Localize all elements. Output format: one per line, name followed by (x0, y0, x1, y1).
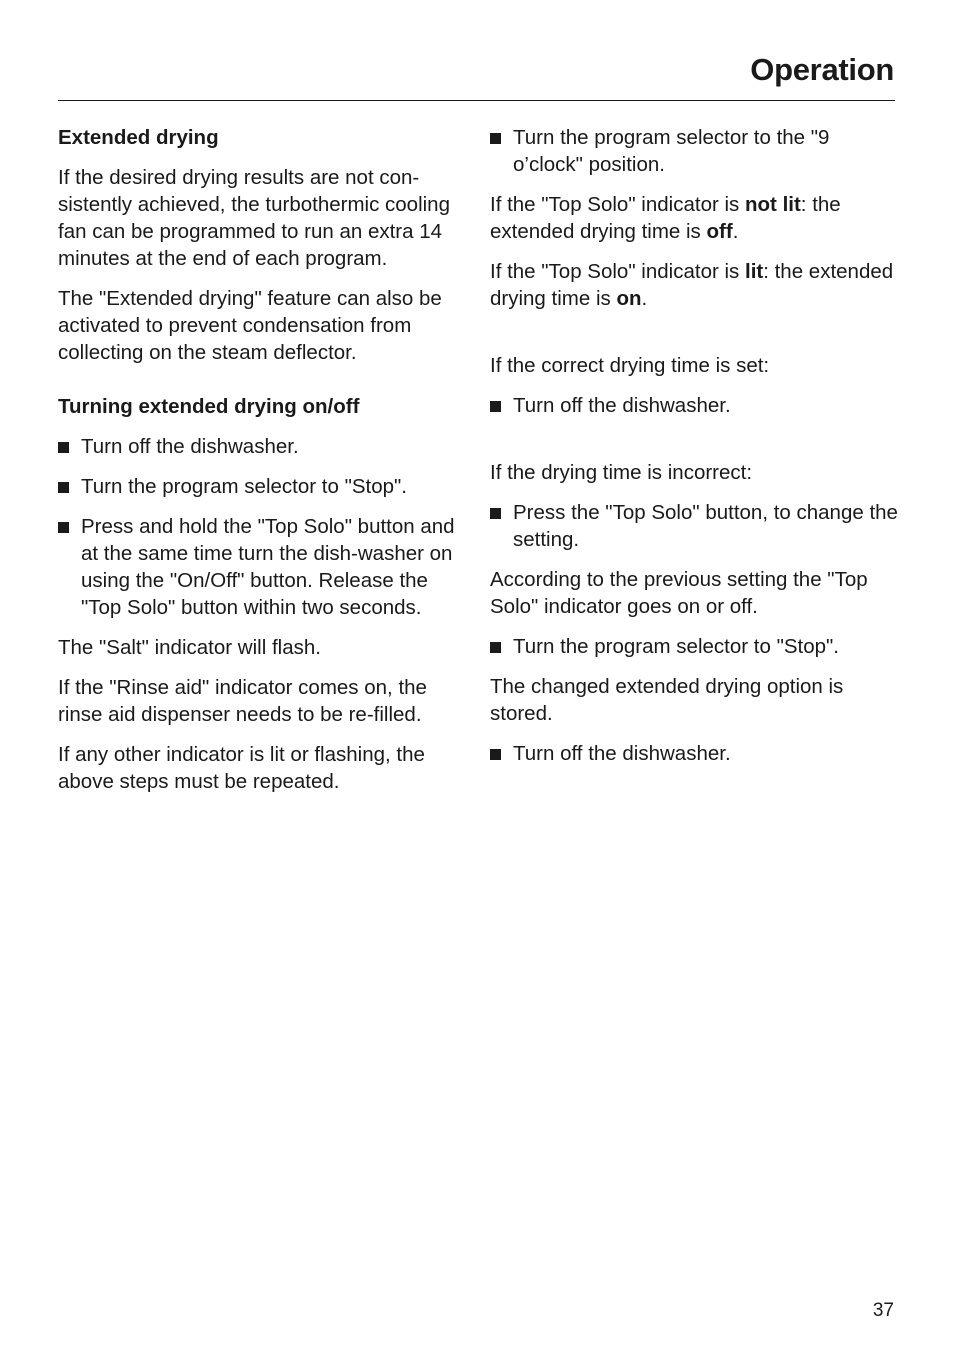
paragraph: If the "Rinse aid" indicator comes on, the rinse aid dispenser needs to be re-filled. (58, 676, 427, 726)
bullet-item (490, 124, 900, 178)
paragraph: If any other indicator is lit or flashing, the above steps must be repeated. (58, 743, 425, 793)
left-column (58, 124, 468, 808)
square-bullet-icon (58, 442, 69, 453)
bullet-text: Turn the program selector to "Stop". (81, 475, 407, 498)
bullet-text: Press the "Top Solo" button, to change the setting. (513, 501, 898, 551)
square-bullet-icon (490, 749, 501, 760)
bullet-text: Turn the program selector to "Stop". (513, 635, 839, 658)
page-number: 37 (872, 1300, 894, 1321)
paragraph: If the correct drying time is set: (490, 354, 770, 377)
paragraph: If the drying time is incorrect: (490, 461, 753, 484)
bullet-item (58, 473, 468, 500)
bullet-item (58, 433, 468, 460)
header-rule (58, 100, 895, 101)
paragraph: According to the previous setting the "Top Solo" indicator goes on or off. (490, 568, 868, 618)
bold-text: off (706, 220, 733, 243)
bold-text: lit (745, 260, 764, 283)
bullet-item (490, 499, 900, 553)
square-bullet-icon (490, 508, 501, 519)
paragraph: The changed extended drying option is stored. (490, 675, 844, 725)
bullet-text: Turn off the dishwasher. (513, 394, 731, 417)
bullet-item (490, 633, 900, 660)
bullet-item (58, 513, 468, 621)
bullet-item (490, 392, 900, 419)
text-run: . (641, 287, 648, 310)
bullet-text: Turn off the dishwasher. (81, 435, 299, 458)
spacer (490, 325, 900, 352)
bullet-text: Turn off the dishwasher. (513, 742, 731, 765)
page-title: Operation (750, 52, 894, 87)
bullet-item (490, 740, 900, 767)
indicator-not-lit-paragraph (490, 191, 900, 245)
square-bullet-icon (490, 401, 501, 412)
paragraph: The "Extended drying" feature can also be activated to prevent condensation from collecting on the steam deflector. (58, 287, 442, 364)
text-run: If the "Top Solo" indicator is (490, 193, 745, 216)
square-bullet-icon (490, 642, 501, 653)
text-run: If the "Top Solo" indicator is (490, 260, 745, 283)
bullet-text: Turn the program selector to the "9 o’clock" position. (513, 126, 830, 176)
section-heading-turning-on-off: Turning extended drying on/off (58, 395, 360, 418)
right-column (490, 124, 900, 780)
text-run: : the extended drying time is (490, 260, 894, 310)
bold-text: not lit (745, 193, 801, 216)
text-run: : the extended drying time is (490, 193, 841, 243)
indicator-lit-paragraph (490, 258, 900, 312)
square-bullet-icon (58, 482, 69, 493)
spacer (490, 432, 900, 459)
text-run: . (732, 220, 739, 243)
paragraph: The "Salt" indicator will flash. (58, 636, 321, 659)
bullet-text: Press and hold the "Top Solo" button and at the same time turn the dish-washer on using the "On/Off" button. Release the "Top Solo" button within two seconds. (81, 515, 455, 619)
square-bullet-icon (490, 133, 501, 144)
square-bullet-icon (58, 522, 69, 533)
section-heading-extended-drying: Extended drying (58, 126, 219, 149)
paragraph: If the desired drying results are not con-sistently achieved, the turbothermic cooling fan can be programmed to run an extra 14 minutes at the end of each program. (58, 166, 450, 270)
bold-text: on (616, 287, 642, 310)
